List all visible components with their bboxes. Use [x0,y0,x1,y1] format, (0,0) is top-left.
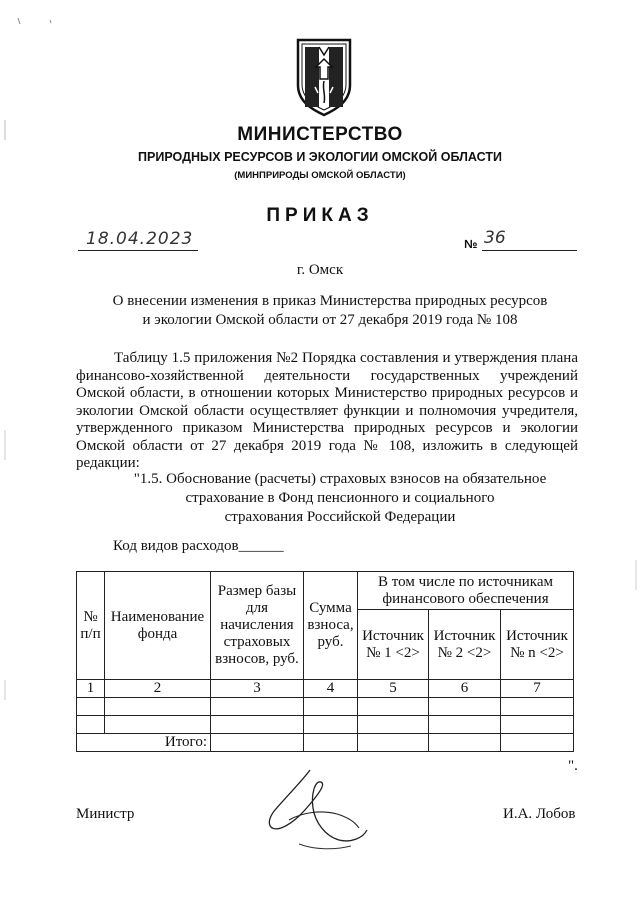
caption-line-3: страхования Российской Федерации [224,509,456,525]
header-fund-name: Наименование фонда [105,572,211,680]
omsk-coat-of-arms-icon [295,37,353,117]
closing-quote: ". [568,758,578,774]
contributions-table [76,571,574,752]
document-date: 18.04.2023 [86,229,194,249]
table-row [77,698,574,716]
org-name: МИНИСТЕРСТВО [237,124,403,145]
total-row [77,734,574,752]
signatory-name: И.А. Лобов [503,806,576,822]
org-name-short: (МИНПРИРОДЫ ОМСКОЙ ОБЛАСТИ) [234,170,406,181]
signatory-role: Министр [76,806,135,822]
number-underline [482,250,577,251]
caption-line-2: страхование в Фонд пенсионного и социального [185,490,495,506]
header-contribution-sum: Сумма взноса, руб. [304,572,358,680]
header-source-1: Источник № 1 <2> [358,610,429,680]
caption-line-1: "1.5. Обоснование (расчеты) страховых взносов на обязательное [133,471,547,487]
total-label: Итого: [77,734,211,752]
subject-line-1: О внесении изменения в приказ Министерства природных ресурсов [112,293,548,309]
column-numbers-row [77,680,574,698]
city: г. Омск [296,262,344,278]
header-sources-group: В том числе по источникам финансового обеспечения [358,572,574,610]
col-number: 2 [105,680,211,698]
subject-line-2: и экологии Омской области от 27 декабря 2019 года № 108 [142,312,518,328]
document-subject [60,292,600,330]
org-name-full: ПРИРОДНЫХ РЕСУРСОВ И ЭКОЛОГИИ ОМСКОЙ ОБЛАСТИ [138,150,502,164]
table-caption [60,470,620,527]
number-label: № [464,237,478,251]
col-number: 3 [211,680,304,698]
document-type: ПРИКАЗ [266,205,374,226]
table-row [77,716,574,734]
header-num: № п/п [77,572,105,680]
col-number: 4 [304,680,358,698]
document-number: 36 [484,228,506,248]
date-underline [78,250,198,251]
col-number: 7 [501,680,574,698]
header-source-n: Источник № n <2> [501,610,574,680]
col-number: 1 [77,680,105,698]
header-base-size: Размер базы для начисления страховых взносов, руб. [211,572,304,680]
expense-code-line: Код видов расходов______ [113,538,284,554]
col-number: 6 [429,680,501,698]
header-source-2: Источник № 2 <2> [429,610,501,680]
signature-icon [255,760,375,860]
body-paragraph: Таблицу 1.5 приложения №2 Порядка составления и утверждения плана финансово-хозяйственной деятельности государственных учреждений Омской области, в отношении которых Министерство природных ресурсов и экологии Омской области осуществляет функции и полномочия учредителя, утвержденного приказом Министерства природных ресурсов и экологии Омской области от 27 декабря 2019 года № 108, изложить в следующей редакции: [76,350,578,471]
col-number: 5 [358,680,429,698]
